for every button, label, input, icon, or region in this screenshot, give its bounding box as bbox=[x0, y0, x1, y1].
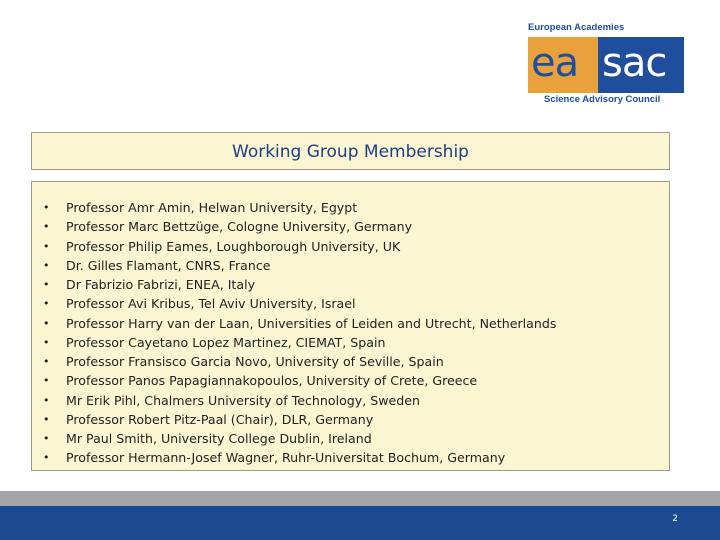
bullet-icon: • bbox=[43, 355, 50, 368]
bullet-icon: • bbox=[43, 451, 50, 465]
member-text: Dr Fabrizio Fabrizi, ENEA, Italy bbox=[66, 277, 256, 292]
member-text: Professor Hermann-Josef Wagner, Ruhr-Universitat Bochum, Germany bbox=[66, 450, 506, 466]
member-text: Professor Avi Kribus, Tel Aviv University, Israel bbox=[66, 296, 356, 312]
bullet-icon: • bbox=[43, 297, 50, 311]
bullet-icon: • bbox=[43, 220, 50, 234]
member-text: Professor Cayetano Lopez Martinez, CIEMAT, Spain bbox=[66, 334, 386, 350]
bullet-icon: • bbox=[43, 278, 50, 291]
member-text: Professor Fransisco Garcia Novo, University of Seville, Spain bbox=[66, 354, 444, 369]
logo-top-text: European Academies bbox=[528, 22, 625, 33]
member-text: Professor Marc Bettzüge, Cologne University, Germany bbox=[66, 219, 413, 235]
logo-ea-block bbox=[528, 37, 598, 93]
member-text: Professor Philip Eames, Loughborough University, UK bbox=[66, 238, 401, 254]
title-panel bbox=[31, 132, 670, 170]
bullet-icon: • bbox=[43, 201, 50, 214]
bullet-icon: • bbox=[43, 239, 50, 253]
member-text: Professor Robert Pitz-Paal (Chair), DLR, Germany bbox=[66, 411, 374, 427]
members-panel bbox=[31, 181, 670, 471]
logo-sac-block bbox=[598, 37, 684, 93]
member-text: Professor Amr Amin, Helwan University, Egypt bbox=[66, 200, 358, 215]
bullet-icon: • bbox=[43, 393, 50, 407]
footer-divider bbox=[0, 491, 720, 506]
logo-mark bbox=[528, 37, 684, 93]
bullet-icon: • bbox=[43, 374, 50, 388]
member-text: Professor Harry van der Laan, Universities of Leiden and Utrecht, Netherlands bbox=[66, 315, 557, 331]
member-text: Professor Panos Papagiannakopoulos, University of Crete, Greece bbox=[66, 373, 478, 389]
member-text: Mr Paul Smith, University College Dublin, Ireland bbox=[66, 431, 372, 446]
bullet-icon: • bbox=[43, 335, 50, 349]
bullet-icon: • bbox=[43, 258, 50, 272]
easac-logo bbox=[528, 22, 688, 104]
bullet-icon: • bbox=[43, 412, 50, 426]
page-number: 2 bbox=[672, 514, 678, 524]
member-text: Dr. Gilles Flamant, CNRS, France bbox=[66, 257, 271, 273]
bullet-icon: • bbox=[43, 432, 50, 445]
logo-bottom-text: Science Advisory Council bbox=[544, 94, 661, 105]
logo-ea-text: ea bbox=[531, 40, 579, 86]
slide-title: Working Group Membership bbox=[232, 142, 469, 162]
member-text: Mr Erik Pihl, Chalmers University of Technology, Sweden bbox=[66, 392, 421, 408]
logo-sac-text: sac bbox=[602, 40, 667, 86]
bullet-icon: • bbox=[43, 316, 50, 330]
footer-bar bbox=[0, 506, 720, 540]
